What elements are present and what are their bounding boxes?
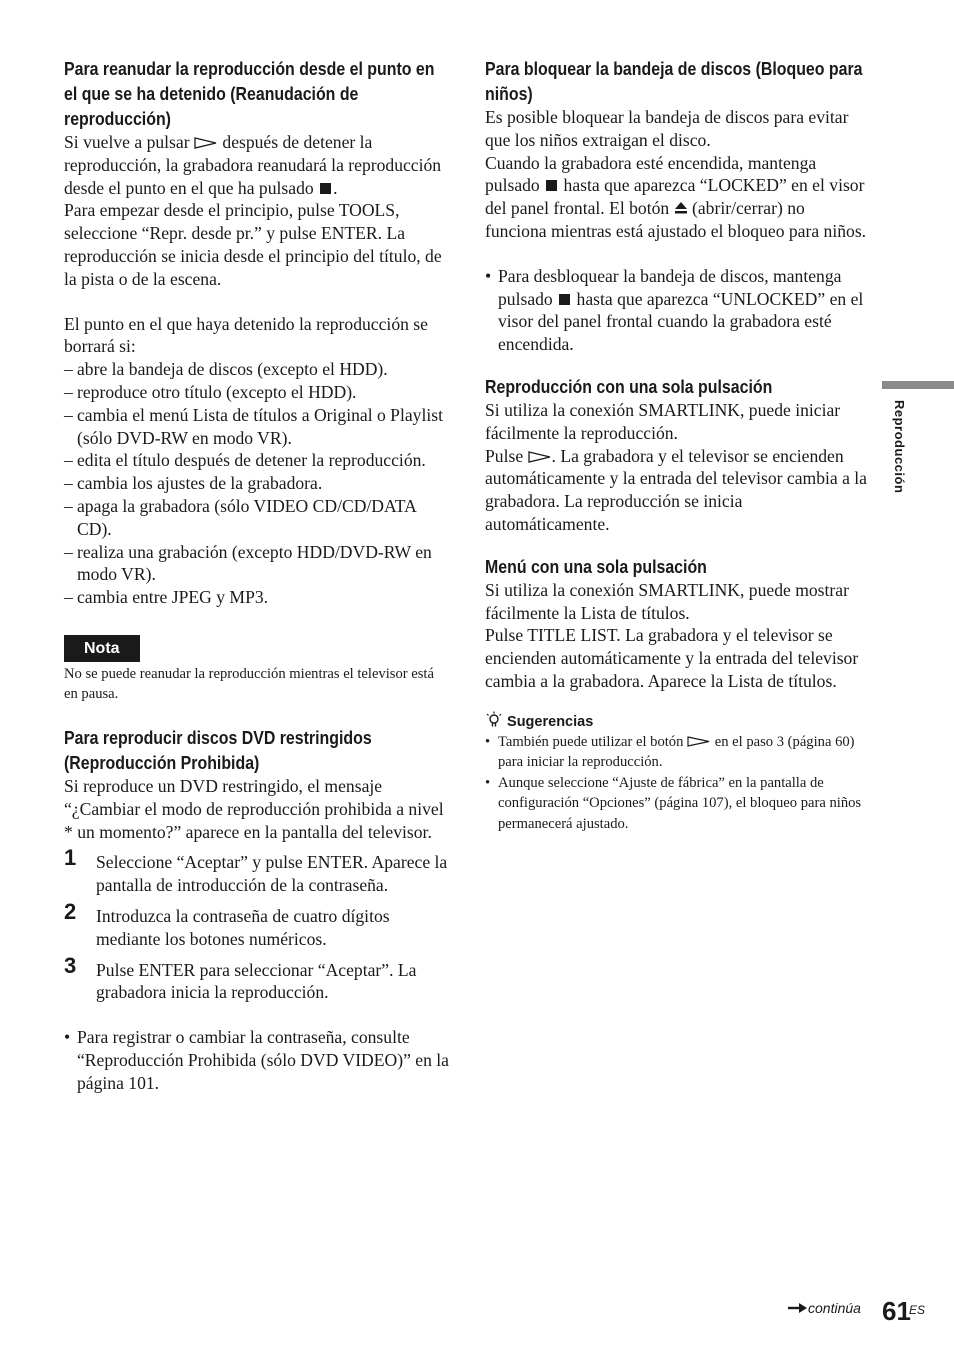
paragraph-one-touch-intro: Si utiliza la conexión SMARTLINK, puede iniciar fácilmente la reproducción. — [485, 399, 841, 443]
step-2 — [64, 898, 450, 951]
text: . — [333, 177, 338, 198]
text: También puede utilizar el botón — [498, 733, 684, 750]
text: hasta que aparezca “LOCKED” en el visor del panel frontal. El botón — [485, 175, 865, 219]
step-1 — [64, 845, 450, 897]
step-text: Introduzca la contraseña de cuatro dígitos mediante los botones numéricos. — [96, 905, 390, 949]
stop-icon — [559, 294, 570, 305]
heading-parental-control: Para reproducir discos DVD restringidos (Reproducción Prohibida) — [64, 726, 372, 773]
paragraph-resume — [64, 131, 450, 199]
unlock-bullet — [485, 265, 870, 356]
paragraph-one-touch-menu-intro: Si utiliza la conexión SMARTLINK, puede mostrar fácilmente la Lista de títulos. — [485, 579, 849, 623]
step-text: Pulse ENTER para seleccionar “Aceptar”. La grabadora inicia la reproducción. — [96, 959, 417, 1003]
right-column — [485, 56, 870, 834]
note-badge: Nota — [64, 635, 140, 662]
step-text: Seleccione “Aceptar” y pulse ENTER. Aparece la pantalla de introducción de la contraseña. — [96, 852, 448, 896]
text: . La grabadora y el televisor se encienden automáticamente y la entrada del televisor cambia a la grabadora. La reproducción se inicia automáticamente. — [485, 445, 867, 534]
list-item: – apaga la grabadora (sólo VIDEO CD/CD/DATA CD). — [64, 495, 450, 541]
text: Para desbloquear la bandeja de discos, mantenga pulsado — [498, 265, 842, 309]
list-item: – abre la bandeja de discos (excepto el HDD). — [64, 358, 450, 381]
paragraph-one-touch-menu-how: Pulse TITLE LIST. La grabadora y el televisor se encienden automáticamente y la entrada del televisor cambia a la grabadora. Aparece la Lista de títulos. — [485, 625, 859, 691]
step-number: 2 — [64, 898, 77, 924]
text: Si vuelve a pulsar — [64, 132, 190, 152]
list-item: – realiza una grabación (excepto HDD/DVD-RW en modo VR). — [64, 541, 450, 587]
text: Pulse — [485, 445, 524, 466]
play-icon — [528, 451, 552, 463]
lightbulb-icon — [485, 711, 503, 729]
page-number: 61 — [882, 1296, 911, 1326]
password-bullet: • Para registrar o cambiar la contraseña, consulte “Reproducción Prohibida (sólo DVD VIDEO)” en la página 101. — [64, 1026, 450, 1094]
paragraph-child-lock-how — [485, 152, 870, 243]
step-number: 3 — [64, 952, 77, 978]
erase-conditions-list — [64, 358, 450, 609]
section-side-label: Reproducción — [892, 400, 907, 494]
text: (abrir/cerrar) no funciona mientras está ajustado el bloqueo para niños. — [485, 198, 867, 241]
text: Cuando la grabadora esté encendida, mantenga pulsado — [485, 152, 817, 196]
text: hasta que aparezca “UNLOCKED” en el visor del panel frontal cuando la grabadora esté encendida. — [498, 288, 864, 355]
heading-one-touch-play: Reproducción con una sola pulsación — [485, 375, 773, 397]
paragraph-erase-condition: El punto en el que haya detenido la reproducción se borrará si: — [64, 313, 428, 357]
paragraph-start-beginning: Para empezar desde el principio, pulse TOOLS, seleccione “Repr. desde pr.” y pulse ENTER. La reproducción se inicia desde el principio del título, de la pista o de la escena. — [64, 200, 442, 289]
paragraph-restricted: Si reproduce un DVD restringido, el mensaje “¿Cambiar el modo de reproducción prohibida a nivel * un momento?” aparece en la pantalla del televisor. — [64, 775, 444, 842]
eject-icon — [674, 201, 688, 215]
paragraph-one-touch-how — [485, 445, 870, 536]
paragraph-child-lock-intro: Es posible bloquear la bandeja de discos para evitar que los niños extraigan el disco. — [485, 107, 849, 150]
tip-item: • Aunque seleccione “Ajuste de fábrica” en la pantalla de configuración “Opciones” (página 107), el bloqueo para niños permanecerá ajustado. — [485, 773, 870, 835]
left-column — [64, 56, 450, 1095]
page-language: ES — [909, 1303, 926, 1317]
tip-item — [485, 732, 870, 773]
list-item: – edita el título después de detener la reproducción. — [64, 449, 450, 472]
text: en el paso 3 (página 60) para iniciar la reproducción. — [498, 733, 855, 771]
list-item: – reproduce otro título (excepto el HDD). — [64, 381, 450, 404]
step-3 — [64, 952, 450, 1005]
continues-text: continúa — [808, 1300, 861, 1316]
play-icon — [194, 137, 218, 149]
note-text: No se puede reanudar la reproducción mientras el televisor está en pausa. — [64, 665, 434, 703]
tips-label: Sugerencias — [507, 713, 594, 730]
list-item: – cambia entre JPEG y MP3. — [64, 586, 450, 609]
stop-icon — [320, 183, 331, 194]
tips-heading — [485, 711, 870, 732]
section-tab-bar — [882, 381, 954, 389]
heading-resume-playback: Para reanudar la reproducción desde el punto en el que se ha detenido (Reanudación de reproducción) — [64, 58, 435, 129]
heading-child-lock: Para bloquear la bandeja de discos (Bloqueo para niños) — [485, 58, 863, 104]
heading-one-touch-menu: Menú con una sola pulsación — [485, 555, 707, 577]
text: después de detener la reproducción, la grabadora reanudará la reproducción desde el punto en el que ha pulsado — [64, 132, 442, 198]
list-item: – cambia el menú Lista de títulos a Original o Playlist (sólo DVD-RW en modo VR). — [64, 404, 450, 450]
continues-indicator — [788, 1300, 861, 1316]
stop-icon — [546, 180, 557, 191]
list-item: – cambia los ajustes de la grabadora. — [64, 472, 450, 495]
arrow-right-icon — [788, 1302, 808, 1314]
step-number: 1 — [64, 845, 77, 871]
play-icon — [687, 736, 711, 747]
